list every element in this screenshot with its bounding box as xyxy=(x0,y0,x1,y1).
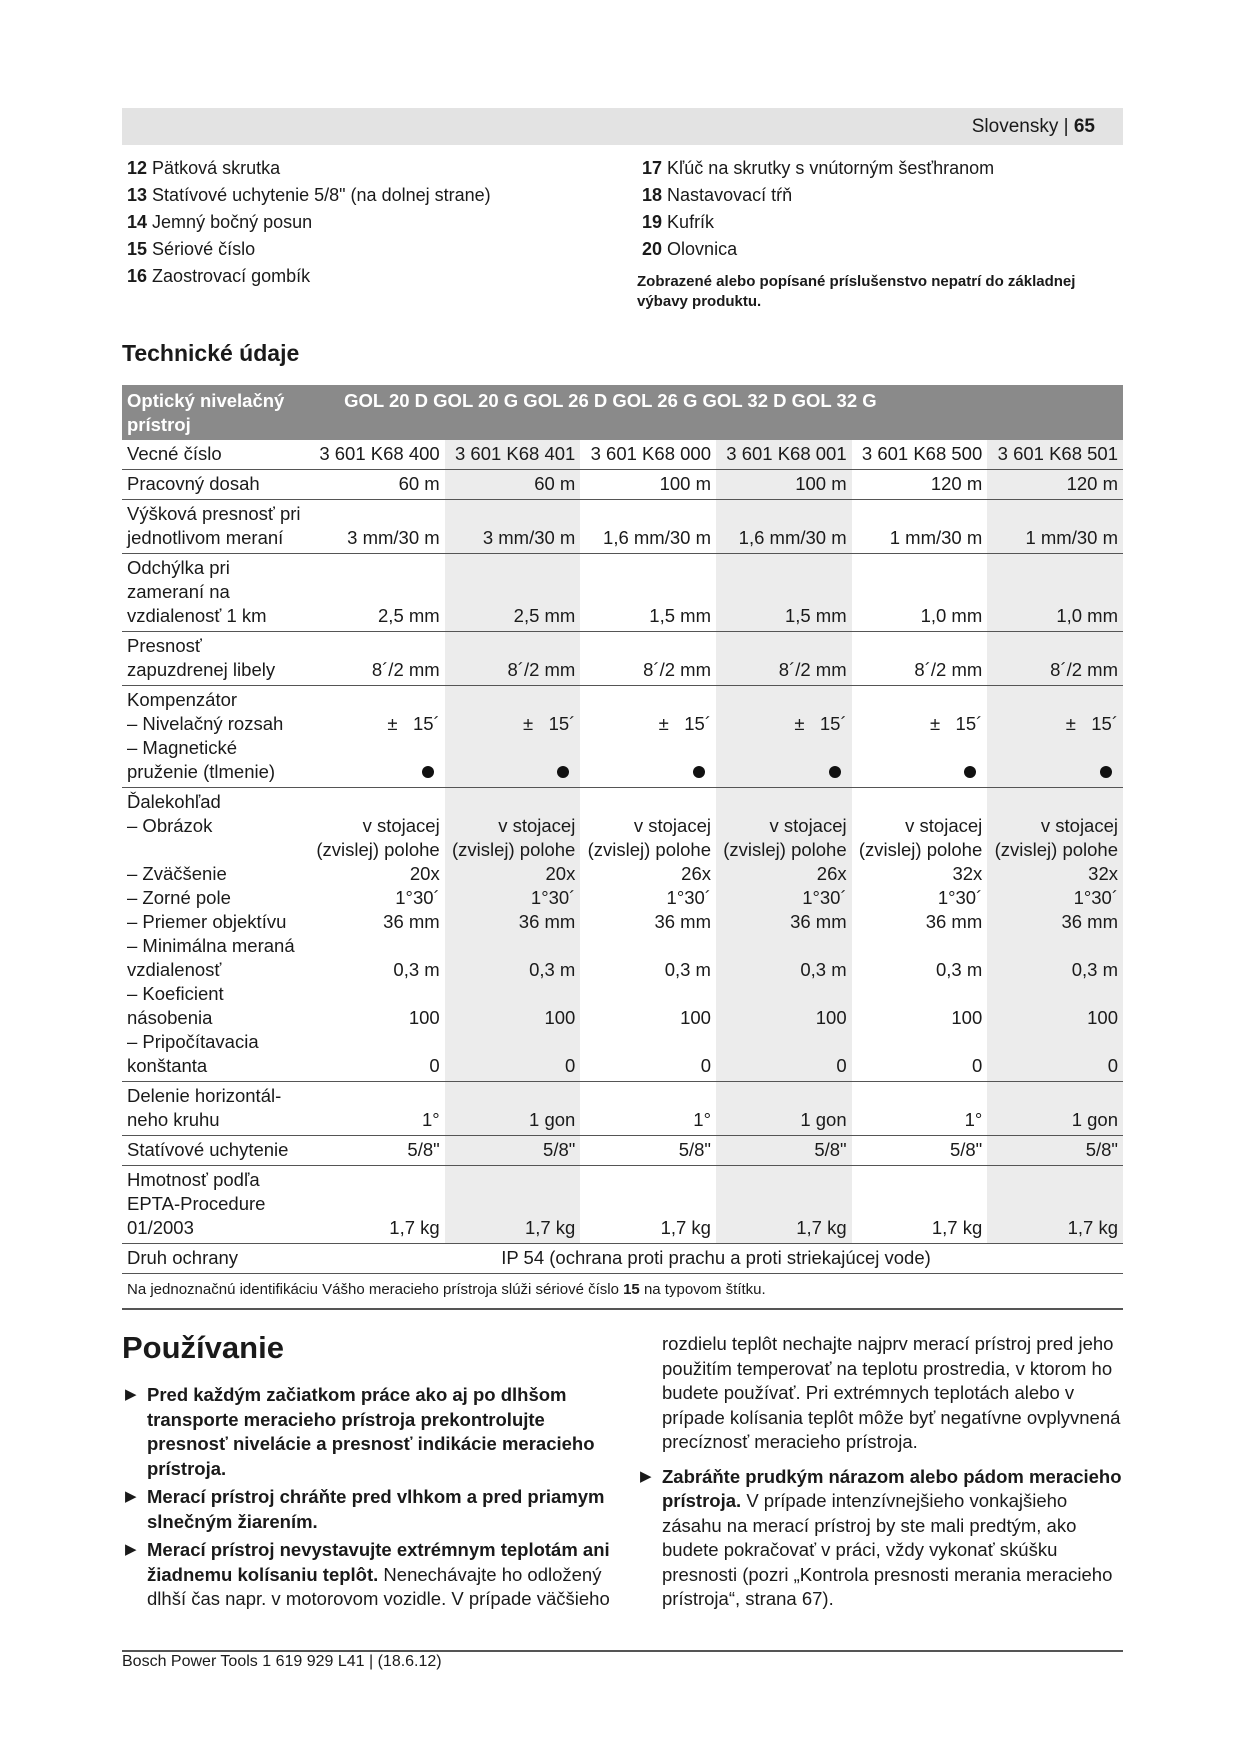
table-row-telescope: Ďalekohľad – Obrázok – Zväčšenie – Zorné pole – Priemer objektívu – Minimálna meraná vzdialenosť – Koeficient násobenia – Pripočítavacia konštanta v stojacej (zvislej) polohe 20x 1°30´ 36 mm 0,3 m 100 0 v stojacej (zvislej) polohe 20x 1°30´ 36 mm 0,3 m 100 0 v stojacej (zvislej) polohe 26x 1°30´ 36 mm 0,3 m 100 0 v stojacej (zvislej) polohe 26x 1°30´ 36 mm 0,3 m 100 0 v stojacej (zvislej) polohe 32x 1°30´ 36 mm 0,3 m 100 0 v stojacej (zvislej) polohe 32x 1°30´ 36 mm 0,3 m 100 0 xyxy=(122,788,1123,1082)
bullet-icon xyxy=(964,766,976,778)
table-row: Výšková presnosť pri jednotlivom meraní 3 mm/30 m 3 mm/30 m 1,6 mm/30 m 1,6 mm/30 m 1 mm/30 m 1 mm/30 m xyxy=(122,500,1123,554)
list-item: 17 Kľúč na skrutky s vnútorným šesťhranom xyxy=(642,158,995,178)
arrow-bullet-icon: ▶ xyxy=(125,1541,137,1558)
table-header-label: Optický nivelačný prístroj xyxy=(122,385,309,440)
list-item: 16 Zaostrovací gombík xyxy=(127,266,311,286)
list-item: 20 Olovnica xyxy=(642,239,738,259)
table-row: Pracovný dosah 60 m 60 m 100 m 100 m 120 m 120 m xyxy=(122,470,1123,500)
list-item: 18 Nastavovací tŕň xyxy=(642,185,793,205)
list-item: 14 Jemný bočný posun xyxy=(127,212,313,232)
bullet-icon xyxy=(1100,766,1112,778)
list-item: ▶ Pred každým začiatkom práce ako aj po dlhšom transporte meracieho prístroja prekontrolujte presnosť nivelácie a presnosť indikácie meracieho prístroja. xyxy=(125,1384,595,1479)
page-number: 65 xyxy=(1073,116,1095,137)
table-row: Statívové uchytenie 5/8" 5/8" 5/8" 5/8" 5/8" 5/8" xyxy=(122,1136,1123,1166)
usage-right-column xyxy=(637,1332,1127,1616)
table-header-row xyxy=(122,385,1123,440)
header-language: Slovensky xyxy=(971,116,1059,137)
bullet-icon xyxy=(829,766,841,778)
table-row: Odchýlka pri zameraní na vzdialenosť 1 km 2,5 mm 2,5 mm 1,5 mm 1,5 mm 1,0 mm 1,0 mm xyxy=(122,554,1123,632)
usage-left-column xyxy=(122,1383,617,1616)
continued-paragraph: rozdielu teplôt nechajte najprv merací prístroj pred jeho použitím temperovať na teplotu prostredia, v ktorom ho budete používať. Pri extrémnych teplotách alebo v prípade kolísania teplôt môže byť negatívne ovplyvnená precíznosť meracieho prístroja. xyxy=(662,1333,1121,1452)
page-header xyxy=(122,108,1123,145)
list-item: 13 Statívové uchytenie 5/8" (na dolnej strane) xyxy=(127,185,491,205)
page-footer: Bosch Power Tools 1 619 929 L41 | (18.6.12) xyxy=(122,1653,442,1670)
arrow-bullet-icon: ▶ xyxy=(640,1467,652,1485)
list-item: ▶ Merací prístroj chráňte pred vlhkom a pred priamym slnečným žiarením. xyxy=(125,1486,605,1532)
list-item: 19 Kufrík xyxy=(642,212,715,232)
table-header-models: GOL 20 D GOL 20 G GOL 26 D GOL 26 G GOL 32 D GOL 32 G xyxy=(309,385,1123,440)
table-row: Hmotnosť podľa EPTA-Procedure 01/2003 1,7 kg 1,7 kg 1,7 kg 1,7 kg 1,7 kg 1,7 kg xyxy=(122,1166,1123,1244)
bullet-icon xyxy=(422,766,434,778)
page-header-text: Slovensky | 65 xyxy=(971,116,1095,137)
parts-list-right xyxy=(642,155,994,263)
list-item: 12 Pätková skrutka xyxy=(127,158,281,178)
arrow-bullet-icon: ▶ xyxy=(125,1488,137,1505)
list-item: ▶ Zabráňte prudkým nárazom alebo pádom meracieho prístroja. V prípade intenzívnejšieho vonkajšieho zásahu na merací prístroj by ste mali predtým, ako budete pokračovať v práci, vždy vykonať skúšku presnosti (pozri „Kontrola presnosti merania meracieho prístroja“, strana 67). xyxy=(640,1465,1122,1609)
table-footnote: Na jednoznačnú identifikáciu Vášho meracieho prístroja slúži sériové číslo 15 na typovom štítku. xyxy=(122,1274,1123,1310)
list-item: ▶ Merací prístroj nevystavujte extrémnym teplotám ani žiadnemu kolísaniu teplôt. Nenechávajte ho odložený dlhší čas napr. v motorovom vozidle. V prípade väčšieho xyxy=(125,1539,610,1609)
bullet-icon xyxy=(693,766,705,778)
section-heading-usage: Používanie xyxy=(122,1330,284,1365)
list-item: 15 Sériové číslo xyxy=(127,239,256,259)
table-row-compensator: Kompenzátor – Nivelačný rozsah – Magnetické pruženie (tlmenie) ± 15´ ± 15´ ± 15´ ± 15´ ± 15´ ± 15´ xyxy=(122,686,1123,788)
accessory-note: Zobrazené alebo popísané príslušenstvo nepatrí do základnej výbavy produktu. xyxy=(637,273,1076,310)
table-row: Presnosť zapuzdrenej libely 8´/2 mm 8´/2 mm 8´/2 mm 8´/2 mm 8´/2 mm 8´/2 mm xyxy=(122,632,1123,686)
bullet-icon xyxy=(557,766,569,778)
table-row: Druh ochrany IP 54 (ochrana proti prachu a proti striekajúcej vode) xyxy=(122,1244,1123,1274)
parts-list-left xyxy=(127,155,491,290)
table-row: Delenie horizontál-neho kruhu 1° 1 gon 1° 1 gon 1° 1 gon xyxy=(122,1082,1123,1136)
footer-divider xyxy=(122,1650,1123,1652)
tech-data-table xyxy=(122,385,1123,1310)
table-row: Vecné číslo 3 601 K68 400 3 601 K68 401 3 601 K68 000 3 601 K68 001 3 601 K68 500 3 601 K68 501 xyxy=(122,440,1123,470)
arrow-bullet-icon: ▶ xyxy=(125,1386,137,1403)
section-heading-tech: Technické údaje xyxy=(122,340,300,366)
